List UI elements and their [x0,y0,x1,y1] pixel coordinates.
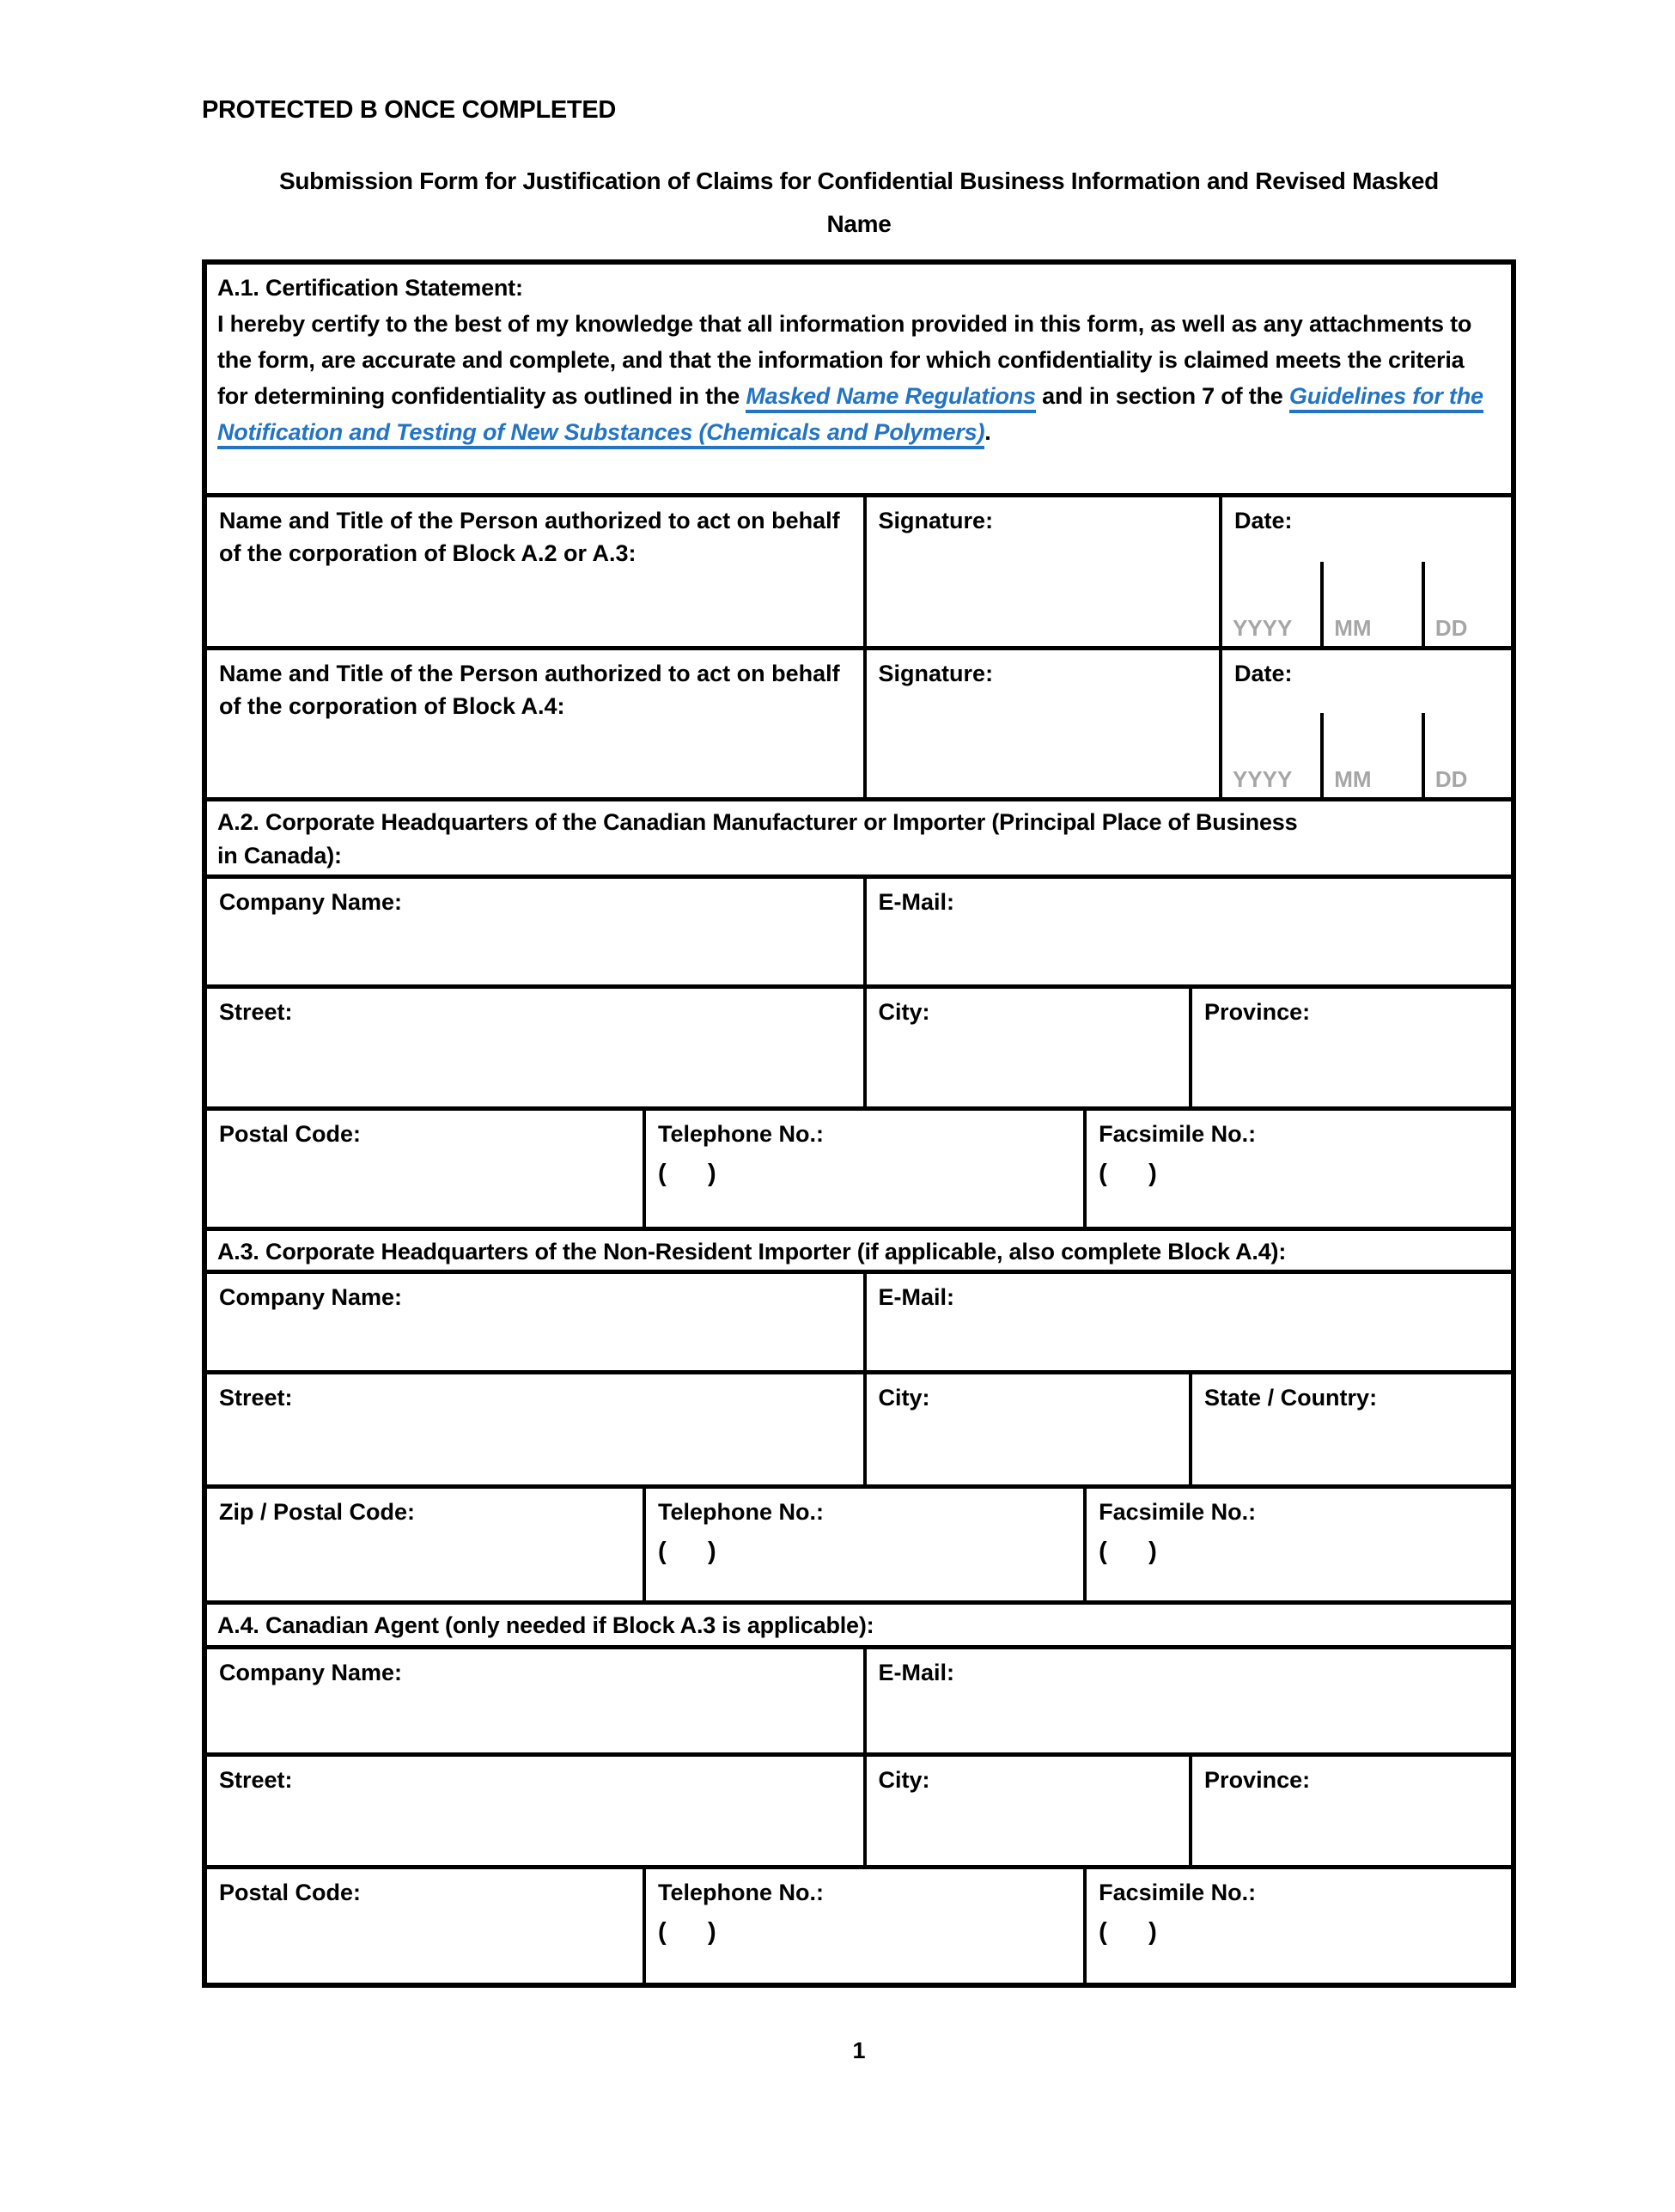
a2-street-field[interactable] [207,989,863,1106]
company-name-label: Company Name: [219,889,403,915]
street-label: Street: [219,1385,293,1411]
a3-company-email-row [207,1270,1511,1370]
email-label: E-Mail: [878,1660,955,1685]
section-a2-heading-line2: in Canada): [217,843,342,868]
signature-a2a3-field[interactable] [863,497,1219,646]
a4-facsimile-field[interactable] [1083,1869,1511,1983]
guidelines-new-substances-link[interactable]: Guidelines for the Notification and Testing of New Substances (Chemicals and Polymers) [217,383,1483,449]
a3-state-country-field[interactable] [1189,1374,1511,1484]
section-a1-heading: A.1. Certification Statement: [217,275,523,301]
a4-postal-code-field[interactable] [207,1869,643,1983]
company-name-label: Company Name: [219,1660,403,1685]
a4-city-field[interactable] [863,1757,1190,1865]
date-label: Date: [1233,508,1293,533]
a2-postal-phone-fax-row [207,1106,1511,1227]
province-label: Province: [1204,1767,1311,1793]
a3-telephone-field[interactable] [643,1489,1083,1600]
a3-facsimile-field[interactable] [1083,1489,1511,1600]
a4-company-name-field[interactable] [207,1649,863,1752]
a4-email-field[interactable] [863,1649,1511,1752]
a4-postal-phone-fax-row [207,1865,1511,1983]
signature-label: Signature: [878,661,994,686]
authorized-person-a4-label: Name and Title of the Person authorized to act on behalf of the corporation of Block A.4: [219,661,840,719]
statement-part2: and in section 7 of the [1035,383,1289,409]
yyyy-placeholder: YYYY [1232,615,1293,641]
section-a3-heading: A.3. Corporate Headquarters of the Non-Resident Importer (if applicable, also complete Block A.4): [207,1227,1511,1270]
certification-statement-cell [207,265,1511,493]
signature-row-a2a3 [207,493,1511,646]
mm-placeholder: MM [1334,615,1372,641]
a2-street-city-province-row [207,984,1511,1106]
dd-placeholder: DD [1434,766,1468,792]
date-mm-field[interactable] [1320,562,1422,646]
state-country-label: State / Country: [1204,1385,1378,1411]
street-label: Street: [219,999,293,1025]
company-name-label: Company Name: [219,1284,403,1310]
mm-placeholder: MM [1334,766,1372,792]
email-label: E-Mail: [878,1284,955,1310]
date-a4-field[interactable] [1219,650,1511,797]
province-label: Province: [1204,999,1311,1025]
section-a4-heading: A.4. Canadian Agent (only needed if Block A.3 is applicable): [207,1600,1511,1645]
section-a2-heading-line1: A.2. Corporate Headquarters of the Canadian Manufacturer or Importer (Principal Place of Business [217,809,1298,835]
a3-email-field[interactable] [863,1274,1511,1370]
date-grid [1222,562,1511,646]
city-label: City: [878,1767,930,1793]
date-dd-field[interactable] [1422,562,1511,646]
telephone-area-code-parens[interactable]: ( ) [658,1918,716,1946]
a3-zip-phone-fax-row [207,1484,1511,1600]
signature-row-a4 [207,646,1511,797]
postal-code-label: Postal Code: [219,1121,362,1147]
city-label: City: [878,1385,930,1411]
a2-telephone-field[interactable] [643,1111,1083,1227]
street-label: Street: [219,1767,293,1793]
a2-city-field[interactable] [863,989,1190,1106]
telephone-label: Telephone No.: [658,1880,824,1905]
dd-placeholder: DD [1434,615,1468,641]
telephone-label: Telephone No.: [658,1499,824,1525]
a3-street-field[interactable] [207,1374,863,1484]
form-title-line1: Submission Form for Justification of Claims for Confidential Business Information and Revised Masked [279,168,1439,194]
signature-label: Signature: [878,508,994,533]
a2-email-field[interactable] [863,879,1511,984]
a2-facsimile-field[interactable] [1083,1111,1511,1227]
facsimile-area-code-parens[interactable]: ( ) [1099,1160,1157,1187]
a4-telephone-field[interactable] [643,1869,1083,1983]
facsimile-label: Facsimile No.: [1099,1121,1257,1147]
a2-company-name-field[interactable] [207,879,863,984]
form-title-line2: Name [826,210,892,237]
a3-company-name-field[interactable] [207,1274,863,1370]
facsimile-area-code-parens[interactable]: ( ) [1099,1538,1157,1565]
section-a2-heading [207,797,1511,874]
date-mm-field[interactable] [1320,713,1422,797]
telephone-area-code-parens[interactable]: ( ) [658,1160,716,1187]
authorized-person-a2a3-field[interactable] [207,497,863,646]
a3-street-city-state-row [207,1370,1511,1484]
date-a2a3-field[interactable] [1219,497,1511,646]
postal-code-label: Postal Code: [219,1880,362,1905]
form-table [202,259,1516,1988]
signature-a4-field[interactable] [863,650,1219,797]
date-label: Date: [1233,661,1293,686]
a3-city-field[interactable] [863,1374,1190,1484]
a4-company-email-row [207,1645,1511,1752]
masked-name-regulations-link[interactable]: Masked Name Regulations [746,383,1036,413]
authorized-person-a4-field[interactable] [207,650,863,797]
a2-postal-code-field[interactable] [207,1111,643,1227]
facsimile-area-code-parens[interactable]: ( ) [1099,1918,1157,1946]
date-grid [1222,713,1511,797]
statement-part1: I hereby certify to the best of my knowledge that all information provided in this form, as well as any attachments to the form, are accurate and complete, and that the information for which confidentiality is claimed meets the criteria for determining confidentiality as outlined in the [217,311,1472,409]
telephone-area-code-parens[interactable]: ( ) [658,1538,716,1565]
email-label: E-Mail: [878,889,955,915]
form-title [180,160,1538,246]
date-dd-field[interactable] [1422,713,1511,797]
city-label: City: [878,999,930,1025]
a4-street-city-province-row [207,1752,1511,1865]
a2-province-field[interactable] [1189,989,1511,1106]
a4-street-field[interactable] [207,1757,863,1865]
zip-postal-code-label: Zip / Postal Code: [219,1499,416,1525]
protected-marking: PROTECTED B ONCE COMPLETED [202,96,617,124]
page-number: 1 [852,2038,866,2063]
date-yyyy-field[interactable] [1222,713,1320,797]
a2-company-email-row [207,874,1511,984]
certification-statement-text [217,306,1501,450]
date-yyyy-field[interactable] [1222,562,1320,646]
telephone-label: Telephone No.: [658,1121,824,1147]
authorized-person-a2a3-label: Name and Title of the Person authorized to act on behalf of the corporation of Block A.2 or A.3: [219,508,840,566]
facsimile-label: Facsimile No.: [1099,1880,1257,1905]
yyyy-placeholder: YYYY [1232,766,1293,792]
a4-province-field[interactable] [1189,1757,1511,1865]
statement-part3: . [984,419,991,445]
a3-zip-postal-code-field[interactable] [207,1489,643,1600]
facsimile-label: Facsimile No.: [1099,1499,1257,1525]
